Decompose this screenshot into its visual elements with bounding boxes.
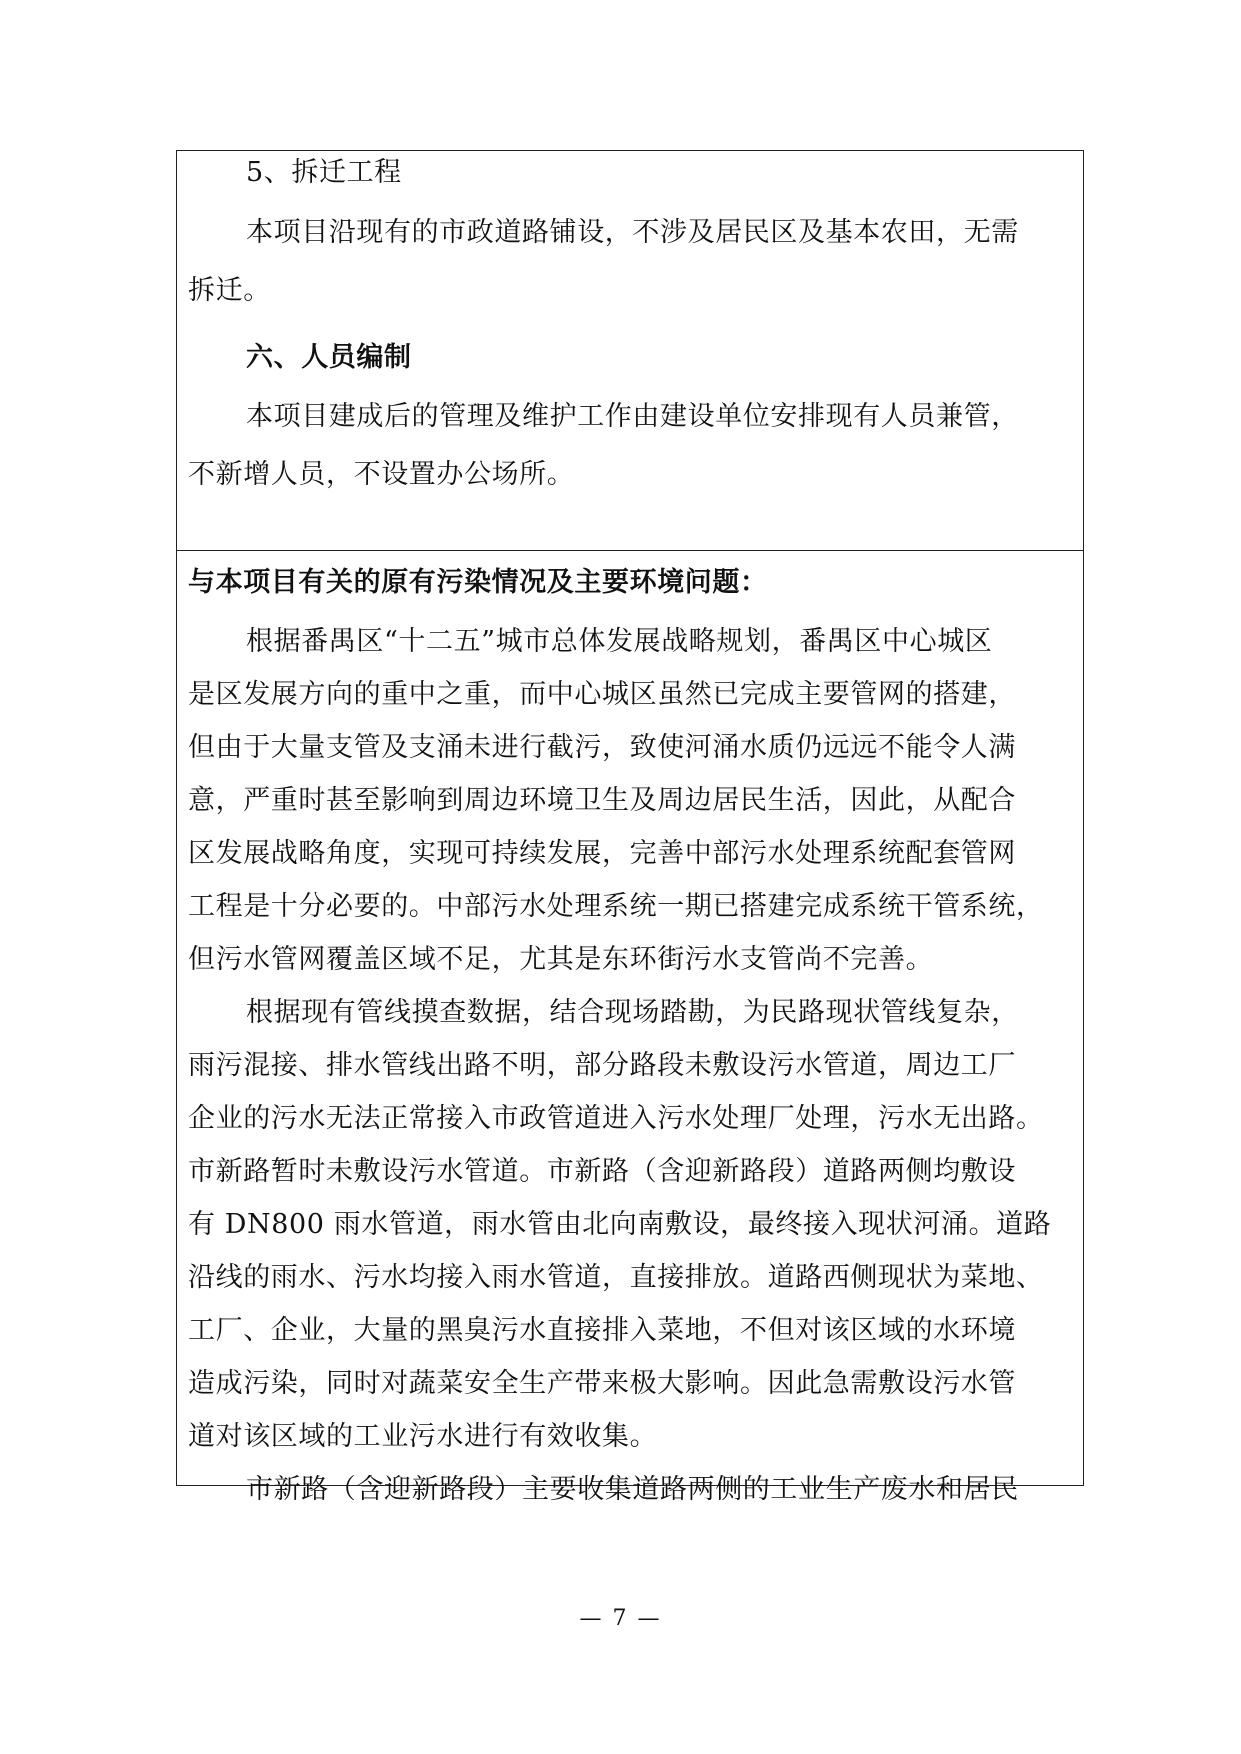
- paragraph-line: 不新增人员，不设置办公场所。: [188, 459, 575, 490]
- paragraph-line: 市新路（含迎新路段）主要收集道路两侧的工业生产废水和居民: [246, 1474, 1019, 1505]
- paragraph-line: 雨污混接、排水管线出路不明，部分路段未敷设污水管道，周边工厂: [188, 1050, 1016, 1081]
- paragraph-line: 区发展战略角度，实现可持续发展，完善中部污水处理系统配套管网: [188, 838, 1016, 869]
- paragraph-line: 根据番禺区“十二五”城市总体发展战略规划，番禺区中心城区: [246, 626, 993, 657]
- item-heading: 5、拆迁工程: [246, 157, 402, 188]
- table-row-divider: [177, 550, 1083, 551]
- paragraph-line: 工厂、企业，大量的黑臭污水直接排入菜地，不但对该区域的水环境: [188, 1315, 1016, 1346]
- paragraph-line: 道对该区域的工业污水进行有效收集。: [188, 1421, 658, 1452]
- paragraph-line: 拆迁。: [188, 275, 271, 306]
- paragraph-line: 工程是十分必要的。中部污水处理系统一期已搭建完成系统干管系统，: [188, 891, 1044, 922]
- paragraph-line: 是区发展方向的重中之重，而中心城区虽然已完成主要管网的搭建，: [188, 679, 1016, 710]
- paragraph-line: 意，严重时甚至影响到周边环境卫生及周边居民生活，因此，从配合: [188, 785, 1016, 816]
- paragraph-line: 本项目建成后的管理及维护工作由建设单位安排现有人员兼管，: [246, 401, 1019, 432]
- content-table-frame: [176, 150, 1084, 1505]
- paragraph-line: 沿线的雨水、污水均接入雨水管道，直接排放。道路西侧现状为菜地、: [188, 1262, 1044, 1293]
- page-number: — 7 —: [579, 1606, 662, 1631]
- section-heading: 与本项目有关的原有污染情况及主要环境问题：: [188, 567, 768, 598]
- paragraph-line: 企业的污水无法正常接入市政管道进入污水处理厂处理，污水无出路。: [188, 1103, 1044, 1134]
- paragraph-line: 但由于大量支管及支涌未进行截污，致使河涌水质仍远远不能令人满: [188, 732, 1016, 763]
- section-heading: 六、人员编制: [246, 342, 412, 373]
- paragraph-line: 市新路暂时未敷设污水管道。市新路（含迎新路段）道路两侧均敷设: [188, 1156, 1016, 1187]
- paragraph-line: 根据现有管线摸查数据，结合现场踏勘，为民路现状管线复杂，: [246, 997, 1019, 1028]
- paragraph-line: 本项目沿现有的市政道路铺设，不涉及居民区及基本农田，无需: [246, 217, 1019, 248]
- paragraph-line: 造成污染，同时对蔬菜安全生产带来极大影响。因此急需敷设污水管: [188, 1368, 1016, 1399]
- paragraph-line: 有 DN800 雨水管道，雨水管由北向南敷设，最终接入现状河涌。道路: [188, 1209, 1052, 1240]
- paragraph-line: 但污水管网覆盖区域不足，尤其是东环街污水支管尚不完善。: [188, 944, 934, 975]
